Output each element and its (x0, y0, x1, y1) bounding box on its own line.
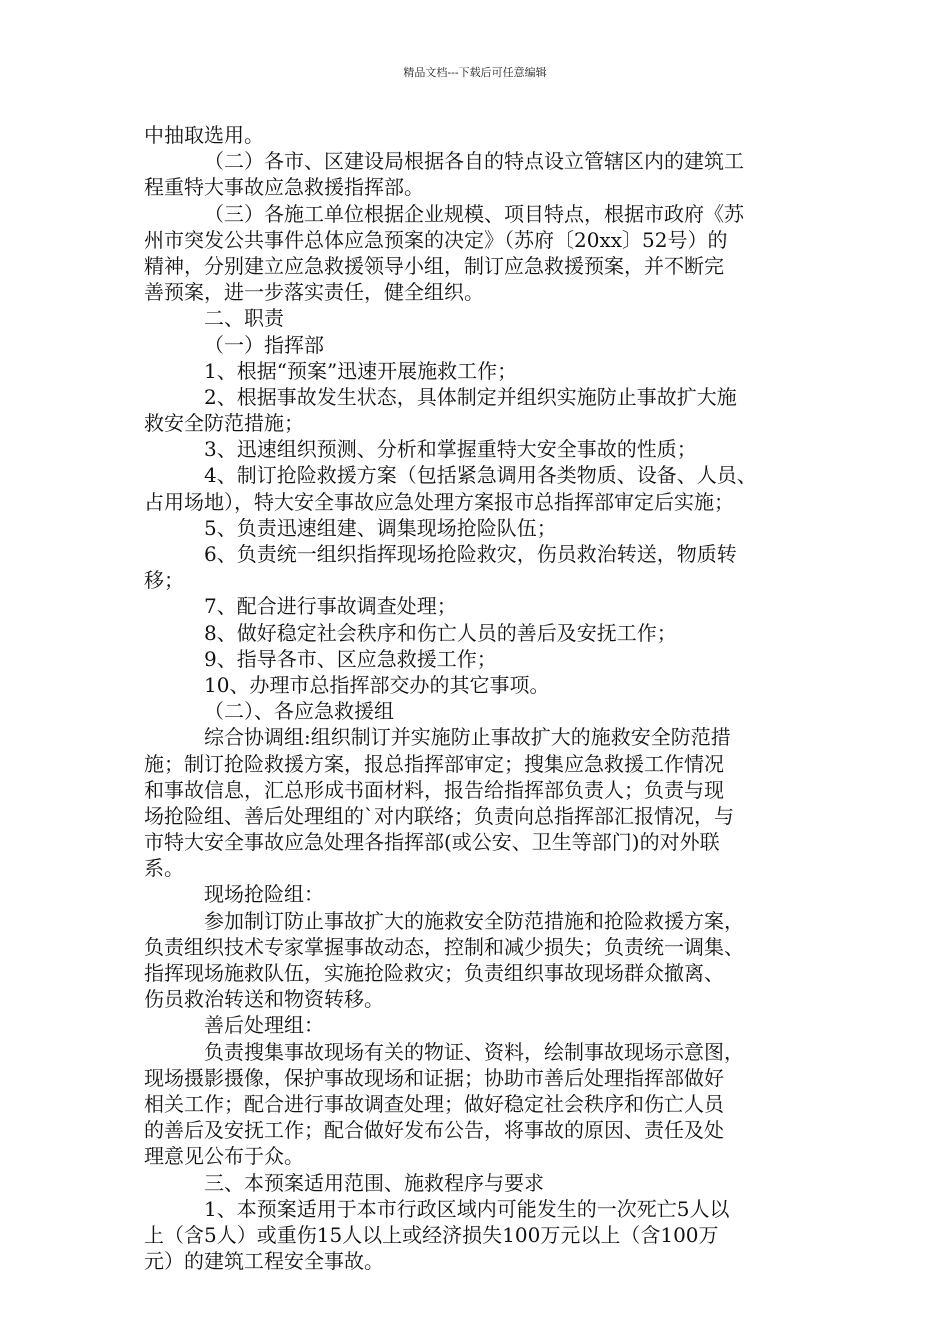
text-line: 精神，分别建立应急救援领导小组，制订应急救援预案，并不断完 (144, 253, 724, 278)
text-line: 综合协调组:组织制订并实施防止事故扩大的施救安全防范措 (204, 725, 731, 750)
text-line: 场抢险组、善后处理组的`对内联络；负责向总指挥部汇报情况，与 (144, 803, 734, 828)
text-line: 6、负责统一组织指挥现场抢险救灾，伤员救治转送，物质转 (204, 542, 737, 566)
text-line: 移； (144, 568, 184, 593)
text-line: 中抽取选用。 (144, 123, 264, 147)
text-line: 上（含5人）或重伤15人以上或经济损失100万元以上（含100万 (144, 1222, 719, 1247)
text-line: 10、办理市总指挥部交办的其它事项。 (204, 672, 550, 697)
page-header: 精品文档---下载后可任意编辑 (403, 66, 547, 79)
text-line: （二）各市、区建设局根据各自的特点设立管辖区内的建筑工 (204, 149, 744, 174)
text-line: 7、配合进行事故调查处理； (204, 594, 457, 619)
text-line: 理意见公布于众。 (144, 1144, 304, 1169)
text-line: 1、本预案适用于本市行政区域内可能发生的一次死亡5人以 (204, 1196, 730, 1221)
text-line: 8、做好稳定社会秩序和伤亡人员的善后及安抚工作； (204, 620, 677, 645)
text-line: 伤员救治转送和物资转移。 (144, 987, 384, 1012)
text-line: 负责搜集事故现场有关的物证、资料，绘制事故现场示意图， (204, 1039, 744, 1064)
text-line: （三）各施工单位根据企业规模、项目特点，根据市政府《苏 (204, 201, 744, 226)
text-line: 负责组织技术专家掌握事故动态，控制和减少损失；负责统一调集、 (144, 934, 744, 959)
text-line: 善后处理组： (204, 1013, 324, 1038)
text-line: 程重特大事故应急救援指挥部。 (144, 175, 424, 200)
text-line: 善预案，进一步落实责任，健全组织。 (144, 280, 484, 305)
text-line: 1、根据“预案”迅速开展施救工作； (204, 358, 518, 383)
text-line: 州市突发公共事件总体应急预案的决定》（苏府〔20xx〕52号）的 (144, 227, 728, 252)
text-line: 参加制订防止事故扩大的施救安全防范措施和抢险救援方案， (204, 908, 744, 933)
text-line: 4、制订抢险救援方案（包括紧急调用各类物质、设备、人员、 (204, 463, 757, 488)
text-line: （二）、各应急救援组 (204, 699, 394, 724)
text-line: 相关工作；配合进行事故调查处理；做好稳定社会秩序和伤亡人员 (144, 1091, 724, 1116)
text-line: 救安全防范措施； (144, 411, 304, 436)
text-line: 二、职责 (204, 306, 284, 331)
text-line: 现场抢险组： (204, 882, 324, 907)
text-line: 施；制订抢险救援方案，报总指挥部审定；搜集应急救援工作情况 (144, 751, 724, 776)
text-line: 指挥现场施救队伍，实施抢险救灾；负责组织事故现场群众撤离、 (144, 961, 724, 985)
text-line: 现场摄影摄像，保护事故现场和证据；协助市善后处理指挥部做好 (144, 1065, 724, 1090)
text-line: （一）指挥部 (204, 332, 324, 357)
text-line: 和事故信息，汇总形成书面材料，报告给指挥部负责人；负责与现 (144, 777, 724, 802)
text-line: 3、迅速组织预测、分析和掌握重特大安全事故的性质； (204, 437, 697, 462)
text-line: 的善后及安抚工作；配合做好发布公告，将事故的原因、责任及处 (144, 1118, 724, 1143)
text-line: 三、本预案适用范围、施救程序与要求 (204, 1170, 544, 1195)
document-body (144, 122, 834, 1274)
text-line: 5、负责迅速组建、调集现场抢险队伍； (204, 515, 557, 540)
text-line: 系。 (144, 856, 184, 881)
text-line: 2、根据事故发生状态，具体制定并组织实施防止事故扩大施 (204, 384, 737, 409)
text-line: 元）的建筑工程安全事故。 (144, 1249, 384, 1274)
text-line: 9、指导各市、区应急救援工作； (204, 646, 497, 671)
text-line: 占用场地），特大安全事故应急处理方案报市总指挥部审定后实施； (144, 489, 734, 514)
text-line: 市特大安全事故应急处理各指挥部(或公安、卫生等部门)的对外联 (144, 830, 720, 855)
